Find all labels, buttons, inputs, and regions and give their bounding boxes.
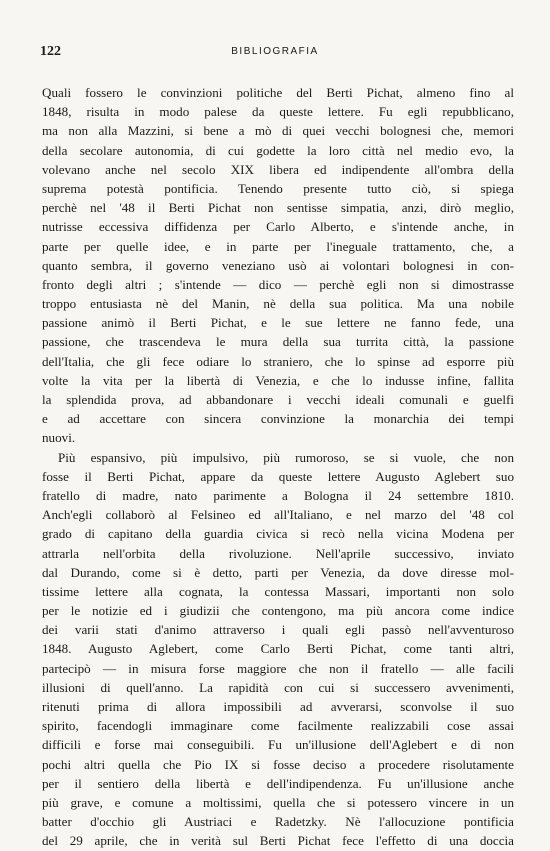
text-line: più grave, e comune a moltissimi, quella che si potessero vincere in un: [42, 794, 514, 810]
text-line: Quali fossero le convinzioni politiche del Berti Pichat, almeno fino al: [42, 85, 514, 100]
text-line: pochi altri quella che Pio IX si fosse deciso a procedere risolutamente: [42, 756, 514, 772]
running-title: BIBLIOGRAFIA: [231, 46, 319, 57]
text-line: nutrisse eccessiva diffidenza per Carlo Alberto, e s'intende anche, in: [42, 219, 514, 235]
text-line: fronto degli altri ; s'intende — dico — perchè egli non si dimostrasse: [42, 276, 514, 292]
text-line: per il sentiero della libertà e dell'indipendenza. Fu un'illusione anche: [42, 775, 514, 791]
page-header: [40, 44, 510, 64]
text-line: dal Durando, come si è detto, parti per Venezia, da dove diresse mol-: [42, 564, 514, 580]
text-line: volevano anche nel secolo XIX libera ed indipendente all'ombra della: [42, 161, 514, 177]
text-line: perchè nel '48 il Berti Pichat non sentisse simpatia, anzi, dirò meglio,: [42, 200, 514, 216]
text-line: suprema potestà pontificia. Tenendo presente tutto ciò, si spiega: [42, 180, 514, 196]
text-line: quanto sembra, il governo veneziano usò ai volontari bolognesi in con-: [42, 257, 514, 273]
text-line: illusioni di quell'anno. La rapidità con cui si successero avvenimenti,: [42, 679, 514, 695]
text-line: della secolare autonomia, di cui godette la loro città nel medio evo, la: [42, 142, 514, 158]
text-line: dell'Italia, che gli fece odiare lo straniero, che lo spinse ad esporre più: [42, 353, 514, 369]
body-text: [42, 83, 514, 851]
text-line: ritenuti prima di allora impossibili ad avverarsi, sconvolse il suo: [42, 699, 514, 714]
text-line: fratello di madre, nato parimente a Bologna il 24 settembre 1810.: [42, 487, 514, 503]
text-line: fosse il Berti Pichat, appare da queste lettere Augusto Aglebert suo: [42, 468, 514, 484]
text-line: parte per quelle idee, e in parte per l'ineguale trattamento, che, a: [42, 238, 514, 254]
text-line: troppo entusiasta nè del Manin, nè della sua politica. Ma una nobile: [42, 296, 514, 312]
text-line: del 29 aprile, che in verità sul Berti Pichat fece l'effetto di una doccia: [42, 833, 514, 849]
text-line: la splendida prova, ad abbandonare i vecchi ideali comunali e guelfi: [42, 392, 514, 407]
text-line: 1848, risulta in modo palese da queste lettere. Fu egli repubblicano,: [42, 104, 514, 120]
text-line: ma non alla Mazzini, si bene a mò di quei vecchi bolognesi che, memori: [42, 123, 514, 139]
text-line: Anch'egli collaborò al Felsineo ed all'Italiano, e nel marzo del '48 col: [42, 507, 514, 523]
page-number: 122: [40, 44, 61, 59]
text-line: passione animò il Berti Pichat, e le sue lettere ne fanno fede, una: [42, 315, 514, 331]
text-line: dei varii stati d'animo attraverso i quali egli passò nell'avventuroso: [42, 622, 514, 638]
text-line: grado di capitano della guardia civica si recò nella vicina Modena per: [42, 526, 514, 542]
text-line: spirito, facendogli immaginare come facilmente realizzabili cose assai: [42, 718, 514, 734]
text-line: volte la vita per la libertà di Venezia, e che lo indusse infine, fallita: [42, 372, 514, 388]
text-line: per le notizie ed i giudizii che contengono, ma più ancora come indice: [42, 603, 514, 619]
text-line: batter d'occhio gli Austriaci e Radetzky. Nè l'allocuzione pontificia: [42, 814, 514, 830]
text-line: partecipò — in misura forse maggiore che non il fratello — alle facili: [42, 660, 514, 676]
text-line: difficili e forse mai conseguibili. Fu un'illusione dell'Aglebert e di non: [42, 737, 514, 753]
text-line: attrarla nell'orbita della rivoluzione. Nell'aprile successivo, inviato: [42, 545, 514, 561]
text-line: nuovi.: [42, 430, 76, 446]
text-line: Più espansivo, più impulsivo, più rumoroso, se si vuole, che non: [58, 449, 514, 465]
text-line: e ad accettare con sincera convinzione la monarchia dei tempi: [42, 411, 514, 427]
text-line: 1848. Augusto Aglebert, come Carlo Berti Pichat, come tanti altri,: [42, 641, 514, 657]
text-line: passione, che trascendeva le mura della sua turrita città, la passione: [42, 334, 514, 350]
text-line: tissime lettere alla cognata, la contessa Massari, importanti non solo: [42, 583, 514, 599]
